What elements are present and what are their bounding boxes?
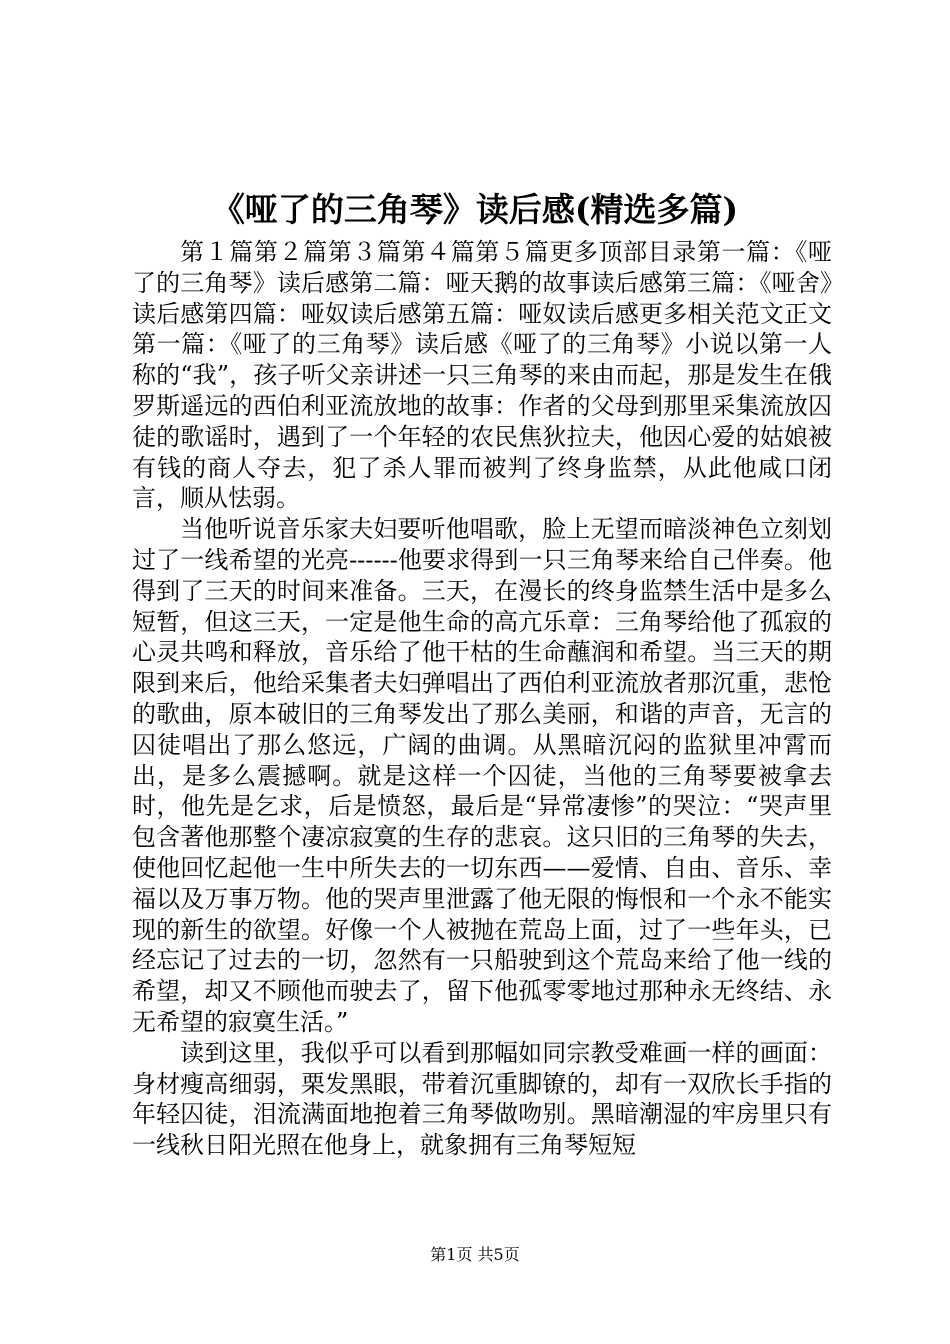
paragraph-1: 第１篇第２篇第３篇第４篇第５篇更多顶部目录第一篇：《哑了的三角琴》读后感第二篇：哑天鹅的故事读后感第三篇：《哑舍》读后感第四篇：哑奴读后感第五篇：哑奴读后感更多相关范文正文第一篇：《哑了的三角琴》读后感《哑了的三角琴》小说以第一人称的“我”，孩子听父亲讲述一只三角琴的来由而起，那是发生在俄罗斯遥远的西伯利亚流放地的故事：作者的父母到那里采集流放囚徒的歌谣时，遇到了一个年轻的农民焦狄拉夫，他因心爱的姑娘被有钱的商人夺去，犯了杀人罪而被判了终身监禁，从此他咸口闭言，顺从怯弱。: [132, 238, 832, 513]
page-footer: 第1页 共5页: [430, 1245, 520, 1264]
document-title: 《哑了的三角琴》读后感(精选多篇): [211, 190, 739, 229]
paragraph-2: 当他听说音乐家夫妇要听他唱歌，脸上无望而暗淡神色立刻划过了一线希望的光亮------他要求得到一只三角琴来给自己伴奏。他得到了三天的时间来准备。三天，在漫长的终身监禁生活中是多么短暂，但这三天，一定是他生命的高亢乐章：三角琴给他了孤寂的心灵共鸣和释放，音乐给了他干枯的生命蘸润和希望。当三天的期限到来后，他给采集者夫妇弹唱出了西伯利亚流放者那沉重，悲怆的歌曲，原本破旧的三角琴发出了那么美丽，和谐的声音，无言的囚徒唱出了那么悠远，广阔的曲调。从黑暗沉闷的监狱里冲霄而出，是多么震撼啊。就是这样一个囚徒，当他的三角琴要被拿去时，他先是乞求，后是愤怒，最后是“异常凄惨”的哭泣：“哭声里包含著他那整个凄凉寂寞的生存的悲哀。这只旧的三角琴的失去，使他回忆起他一生中所失去的一切东西——爱情、自由、音乐、幸福以及万事万物。他的哭声里泄露了他无限的悔恨和一个永不能实现的新生的欲望。好像一个人被抛在荒岛上面，过了一些年头，已经忘记了过去的一切，忽然有一只船驶到这个荒岛来给了他一线的希望，却又不顾他而驶去了，留下他孤零零地过那种永无终结、永无希望的寂寞生活。”: [132, 515, 832, 1036]
paragraph-3: 读到这里，我似乎可以看到那幅如同宗教受难画一样的画面：身材瘦高细弱，栗发黑眼，带着沉重脚镣的，却有一双欣长手指的年轻囚徒，泪流满面地抱着三角琴做吻别。黑暗潮湿的牢房里只有一线秋日阳光照在他身上，就象拥有三角琴短短: [132, 1038, 832, 1160]
document-body: [132, 237, 832, 1161]
